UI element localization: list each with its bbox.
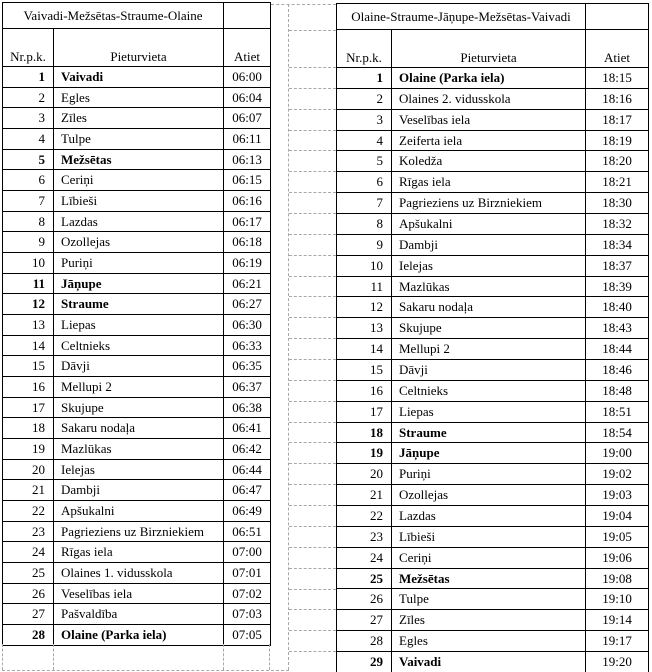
stop-name-cell: Celtnieks	[54, 335, 224, 356]
table-gridline	[289, 568, 336, 569]
table-title: Olaine-Straume-Jāņupe-Mežsētas-Vaivadi	[337, 4, 586, 30]
departure-time-cell: 06:13	[224, 149, 271, 170]
row-number-cell: 15	[3, 356, 54, 377]
table-gridline	[269, 644, 270, 670]
table-title-row	[3, 3, 271, 29]
stop-name-cell: Zeiferta iela	[392, 130, 586, 151]
departure-time-cell: 06:21	[224, 273, 271, 294]
table-gridline	[271, 4, 336, 5]
table-gridline	[2, 670, 289, 671]
row-number-cell: 11	[3, 273, 54, 294]
column-header-time: Atiet	[224, 29, 271, 67]
table-row	[337, 172, 649, 193]
departure-time-cell: 18:30	[586, 193, 649, 214]
stop-name-cell: Lazdas	[392, 506, 586, 527]
stop-name-cell: Mežsētas	[54, 149, 224, 170]
row-number-cell: 4	[3, 129, 54, 150]
departure-time-cell: 18:48	[586, 380, 649, 401]
table-row	[3, 191, 271, 212]
table-row	[337, 360, 649, 381]
departure-time-cell: 06:49	[224, 501, 271, 522]
row-number-cell: 19	[3, 439, 54, 460]
departure-time-cell: 06:19	[224, 253, 271, 274]
stop-name-cell: Sakaru nodaļa	[392, 297, 586, 318]
stop-name-cell: Tulpe	[54, 129, 224, 150]
stop-name-cell: Straume	[392, 422, 586, 443]
stop-name-cell: Mazlūkas	[54, 439, 224, 460]
stop-name-cell: Rīgas iela	[392, 172, 586, 193]
row-number-cell: 28	[337, 631, 392, 652]
stop-name-cell: Vaivadi	[392, 652, 586, 672]
row-number-cell: 8	[3, 211, 54, 232]
row-number-cell: 25	[3, 563, 54, 584]
stop-name-cell: Dāvji	[54, 356, 224, 377]
stop-name-cell: Jāņupe	[54, 273, 224, 294]
departure-time-cell: 06:15	[224, 170, 271, 191]
row-number-cell: 28	[3, 625, 54, 646]
departure-time-cell: 19:05	[586, 526, 649, 547]
row-number-cell: 26	[3, 583, 54, 604]
column-header-stop: Pieturvieta	[392, 30, 586, 68]
row-number-cell: 27	[337, 610, 392, 631]
row-number-cell: 23	[337, 526, 392, 547]
stop-name-cell: Skujupe	[54, 397, 224, 418]
row-number-cell: 16	[337, 380, 392, 401]
table-row	[337, 151, 649, 172]
table-row	[337, 652, 649, 672]
departure-time-cell: 19:00	[586, 443, 649, 464]
departure-time-cell: 07:01	[224, 563, 271, 584]
stop-name-cell: Zīles	[54, 108, 224, 129]
departure-time-cell: 07:02	[224, 583, 271, 604]
departure-time-cell: 06:35	[224, 356, 271, 377]
row-number-cell: 17	[337, 401, 392, 422]
row-number-cell: 4	[337, 130, 392, 151]
row-number-cell: 5	[337, 151, 392, 172]
departure-time-cell: 18:32	[586, 214, 649, 235]
table-row	[3, 377, 271, 398]
table-row	[337, 130, 649, 151]
row-number-cell: 7	[337, 193, 392, 214]
departure-time-cell: 18:43	[586, 318, 649, 339]
row-number-cell: 14	[3, 335, 54, 356]
table-row	[3, 315, 271, 336]
table-gridline	[289, 171, 336, 172]
table-gridline	[289, 630, 336, 631]
stop-name-cell: Lībieši	[392, 526, 586, 547]
table-gridline	[289, 30, 336, 31]
row-number-cell: 17	[3, 397, 54, 418]
row-number-cell: 21	[337, 485, 392, 506]
departure-time-cell: 06:37	[224, 377, 271, 398]
row-number-cell: 19	[337, 443, 392, 464]
table-row	[337, 485, 649, 506]
table-gridline	[289, 213, 336, 214]
row-number-cell: 22	[337, 506, 392, 527]
departure-time-cell: 19:17	[586, 631, 649, 652]
table-row	[337, 589, 649, 610]
row-number-cell: 27	[3, 604, 54, 625]
row-number-cell: 22	[3, 501, 54, 522]
table-row	[3, 335, 271, 356]
table-gridline	[223, 644, 224, 670]
table-gridline	[289, 67, 336, 68]
stop-name-cell: Mežsētas	[392, 568, 586, 589]
table-gridline	[53, 644, 54, 670]
stop-name-cell: Mazlūkas	[392, 276, 586, 297]
table-row	[337, 68, 649, 89]
table-row	[3, 129, 271, 150]
departure-time-cell: 19:14	[586, 610, 649, 631]
departure-time-cell: 18:39	[586, 276, 649, 297]
departure-time-cell: 18:17	[586, 109, 649, 130]
table-gridline	[289, 130, 336, 131]
table-row	[337, 526, 649, 547]
row-number-cell: 23	[3, 521, 54, 542]
row-number-cell: 7	[3, 191, 54, 212]
table-row	[3, 542, 271, 563]
stop-name-cell: Olaine (Parka iela)	[392, 68, 586, 89]
stop-name-cell: Egles	[54, 87, 224, 108]
departure-time-cell: 19:04	[586, 506, 649, 527]
departure-time-cell: 06:18	[224, 232, 271, 253]
row-number-cell: 6	[337, 172, 392, 193]
table-row	[3, 149, 271, 170]
row-number-cell: 21	[3, 480, 54, 501]
timetable-outbound	[2, 2, 271, 646]
title-empty-cell	[586, 4, 649, 30]
departure-time-cell: 06:33	[224, 335, 271, 356]
stop-name-cell: Jāņupe	[392, 443, 586, 464]
stop-name-cell: Liepas	[54, 315, 224, 336]
stop-name-cell: Zīles	[392, 610, 586, 631]
table-gridline	[289, 589, 336, 590]
table-row	[337, 318, 649, 339]
row-number-cell: 20	[337, 464, 392, 485]
stop-name-cell: Pagrieziens uz Birzniekiem	[392, 193, 586, 214]
table-row	[337, 547, 649, 568]
table-header-row	[337, 30, 649, 68]
table-row	[3, 211, 271, 232]
row-number-cell: 13	[3, 315, 54, 336]
stop-name-cell: Lībieši	[54, 191, 224, 212]
departure-time-cell: 07:00	[224, 542, 271, 563]
table-gridline	[289, 359, 336, 360]
departure-time-cell: 06:04	[224, 87, 271, 108]
stop-name-cell: Koledža	[392, 151, 586, 172]
row-number-cell: 18	[3, 418, 54, 439]
table-row	[3, 67, 271, 88]
departure-time-cell: 18:20	[586, 151, 649, 172]
stop-name-cell: Celtnieks	[392, 380, 586, 401]
table-row	[337, 610, 649, 631]
stop-name-cell: Veselības iela	[392, 109, 586, 130]
timetable-return	[336, 3, 649, 672]
stop-name-cell: Pašvaldība	[54, 604, 224, 625]
row-number-cell: 24	[337, 547, 392, 568]
table-gridline	[289, 401, 336, 402]
departure-time-cell: 18:46	[586, 360, 649, 381]
table-gridline	[289, 422, 336, 423]
departure-time-cell: 06:17	[224, 211, 271, 232]
row-number-cell: 8	[337, 214, 392, 235]
stop-name-cell: Skujupe	[392, 318, 586, 339]
stop-name-cell: Olaine (Parka iela)	[54, 625, 224, 646]
table-row	[3, 273, 271, 294]
table-gridline	[289, 255, 336, 256]
stop-name-cell: Veselības iela	[54, 583, 224, 604]
table-gridline	[289, 276, 336, 277]
stop-name-cell: Straume	[54, 294, 224, 315]
stop-name-cell: Ozollejas	[54, 232, 224, 253]
table-row	[337, 88, 649, 109]
table-row	[337, 464, 649, 485]
departure-time-cell: 06:07	[224, 108, 271, 129]
table-row	[3, 604, 271, 625]
departure-time-cell: 06:00	[224, 67, 271, 88]
row-number-cell: 10	[3, 253, 54, 274]
stop-name-cell: Ceriņi	[392, 547, 586, 568]
table-gridline	[289, 526, 336, 527]
column-header-stop: Pieturvieta	[54, 29, 224, 67]
table-row	[337, 568, 649, 589]
table-gridline	[289, 547, 336, 548]
departure-time-cell: 06:11	[224, 129, 271, 150]
table-row	[337, 297, 649, 318]
row-number-cell: 9	[3, 232, 54, 253]
stop-name-cell: Apšukalni	[54, 501, 224, 522]
departure-time-cell: 06:41	[224, 418, 271, 439]
departure-time-cell: 18:44	[586, 339, 649, 360]
stop-name-cell: Dāvji	[392, 360, 586, 381]
departure-time-cell: 18:16	[586, 88, 649, 109]
table-gridline	[289, 484, 336, 485]
stop-name-cell: Olaines 1. vidusskola	[54, 563, 224, 584]
table-row	[337, 401, 649, 422]
table-row	[337, 422, 649, 443]
table-gridline	[289, 609, 336, 610]
stop-name-cell: Liepas	[392, 401, 586, 422]
stop-name-cell: Ceriņi	[54, 170, 224, 191]
departure-time-cell: 18:34	[586, 234, 649, 255]
row-number-cell: 26	[337, 589, 392, 610]
title-empty-cell	[224, 3, 271, 29]
row-number-cell: 29	[337, 652, 392, 672]
stop-name-cell: Pagrieziens uz Birzniekiem	[54, 521, 224, 542]
table-row	[3, 253, 271, 274]
stop-name-cell: Tulpe	[392, 589, 586, 610]
departure-time-cell: 07:05	[224, 625, 271, 646]
departure-time-cell: 19:03	[586, 485, 649, 506]
stop-name-cell: Apšukalni	[392, 214, 586, 235]
stop-name-cell: Dambji	[392, 234, 586, 255]
departure-time-cell: 18:54	[586, 422, 649, 443]
row-number-cell: 2	[337, 88, 392, 109]
column-header-time: Atiet	[586, 30, 649, 68]
departure-time-cell: 06:30	[224, 315, 271, 336]
stop-name-cell: Lazdas	[54, 211, 224, 232]
stop-name-cell: Ielejas	[54, 459, 224, 480]
departure-time-cell: 19:08	[586, 568, 649, 589]
table-row	[337, 443, 649, 464]
table-gridline	[289, 505, 336, 506]
table-row	[3, 397, 271, 418]
table-row	[3, 501, 271, 522]
table-row	[337, 214, 649, 235]
stop-name-cell: Mellupi 2	[54, 377, 224, 398]
table-gridline	[289, 109, 336, 110]
table-gridline	[289, 380, 336, 381]
row-number-cell: 16	[3, 377, 54, 398]
row-number-cell: 15	[337, 360, 392, 381]
stop-name-cell: Puriņi	[392, 464, 586, 485]
stop-name-cell: Dambji	[54, 480, 224, 501]
table-row	[337, 109, 649, 130]
row-number-cell: 18	[337, 422, 392, 443]
table-row	[337, 234, 649, 255]
table-gridline	[289, 234, 336, 235]
table-row	[337, 380, 649, 401]
departure-time-cell: 19:02	[586, 464, 649, 485]
row-number-cell: 3	[3, 108, 54, 129]
table-gridline	[289, 338, 336, 339]
table-row	[3, 480, 271, 501]
row-number-cell: 24	[3, 542, 54, 563]
table-row	[3, 625, 271, 646]
row-number-cell: 9	[337, 234, 392, 255]
departure-time-cell: 06:16	[224, 191, 271, 212]
row-number-cell: 6	[3, 170, 54, 191]
table-row	[3, 439, 271, 460]
table-header-row	[3, 29, 271, 67]
table-row	[337, 255, 649, 276]
stop-name-cell: Rīgas iela	[54, 542, 224, 563]
row-number-cell: 1	[3, 67, 54, 88]
table-title-row	[337, 4, 649, 30]
row-number-cell: 13	[337, 318, 392, 339]
row-number-cell: 25	[337, 568, 392, 589]
table-row	[337, 276, 649, 297]
row-number-cell: 2	[3, 87, 54, 108]
stop-name-cell: Ozollejas	[392, 485, 586, 506]
departure-time-cell: 18:21	[586, 172, 649, 193]
row-number-cell: 12	[3, 294, 54, 315]
table-row	[3, 87, 271, 108]
table-row	[3, 521, 271, 542]
table-gridline	[289, 192, 336, 193]
table-row	[337, 506, 649, 527]
stop-name-cell: Ielejas	[392, 255, 586, 276]
stop-name-cell: Sakaru nodaļa	[54, 418, 224, 439]
departure-time-cell: 06:42	[224, 439, 271, 460]
table-row	[3, 108, 271, 129]
departure-time-cell: 18:15	[586, 68, 649, 89]
column-header-nr: Nr.p.k.	[3, 29, 54, 67]
table-gridline	[2, 644, 3, 670]
row-number-cell: 12	[337, 297, 392, 318]
departure-time-cell: 06:38	[224, 397, 271, 418]
table-row	[3, 356, 271, 377]
table-row	[3, 294, 271, 315]
table-gridline	[288, 4, 289, 670]
departure-time-cell: 18:37	[586, 255, 649, 276]
departure-time-cell: 19:06	[586, 547, 649, 568]
row-number-cell: 5	[3, 149, 54, 170]
table-row	[3, 170, 271, 191]
table-row	[3, 459, 271, 480]
table-row	[3, 583, 271, 604]
row-number-cell: 11	[337, 276, 392, 297]
table-row	[337, 193, 649, 214]
row-number-cell: 1	[337, 68, 392, 89]
table-gridline	[289, 150, 336, 151]
departure-time-cell: 18:51	[586, 401, 649, 422]
departure-time-cell: 18:19	[586, 130, 649, 151]
departure-time-cell: 06:27	[224, 294, 271, 315]
row-number-cell: 3	[337, 109, 392, 130]
table-gridline	[289, 296, 336, 297]
column-header-nr: Nr.p.k.	[337, 30, 392, 68]
table-row	[337, 631, 649, 652]
stop-name-cell: Egles	[392, 631, 586, 652]
stop-name-cell: Olaines 2. vidusskola	[392, 88, 586, 109]
stop-name-cell: Mellupi 2	[392, 339, 586, 360]
row-number-cell: 20	[3, 459, 54, 480]
table-gridline	[289, 463, 336, 464]
table-row	[337, 339, 649, 360]
departure-time-cell: 06:51	[224, 521, 271, 542]
table-row	[3, 232, 271, 253]
departure-time-cell: 06:44	[224, 459, 271, 480]
row-number-cell: 10	[337, 255, 392, 276]
row-number-cell: 14	[337, 339, 392, 360]
table-row	[3, 418, 271, 439]
table-gridline	[289, 442, 336, 443]
table-gridline	[289, 317, 336, 318]
stop-name-cell: Vaivadi	[54, 67, 224, 88]
departure-time-cell: 07:03	[224, 604, 271, 625]
table-gridline	[289, 88, 336, 89]
table-gridline	[289, 651, 336, 652]
table-row	[3, 563, 271, 584]
departure-time-cell: 19:20	[586, 652, 649, 672]
departure-time-cell: 19:10	[586, 589, 649, 610]
departure-time-cell: 06:47	[224, 480, 271, 501]
departure-time-cell: 18:40	[586, 297, 649, 318]
stop-name-cell: Puriņi	[54, 253, 224, 274]
table-title: Vaivadi-Mežsētas-Straume-Olaine	[3, 3, 224, 29]
